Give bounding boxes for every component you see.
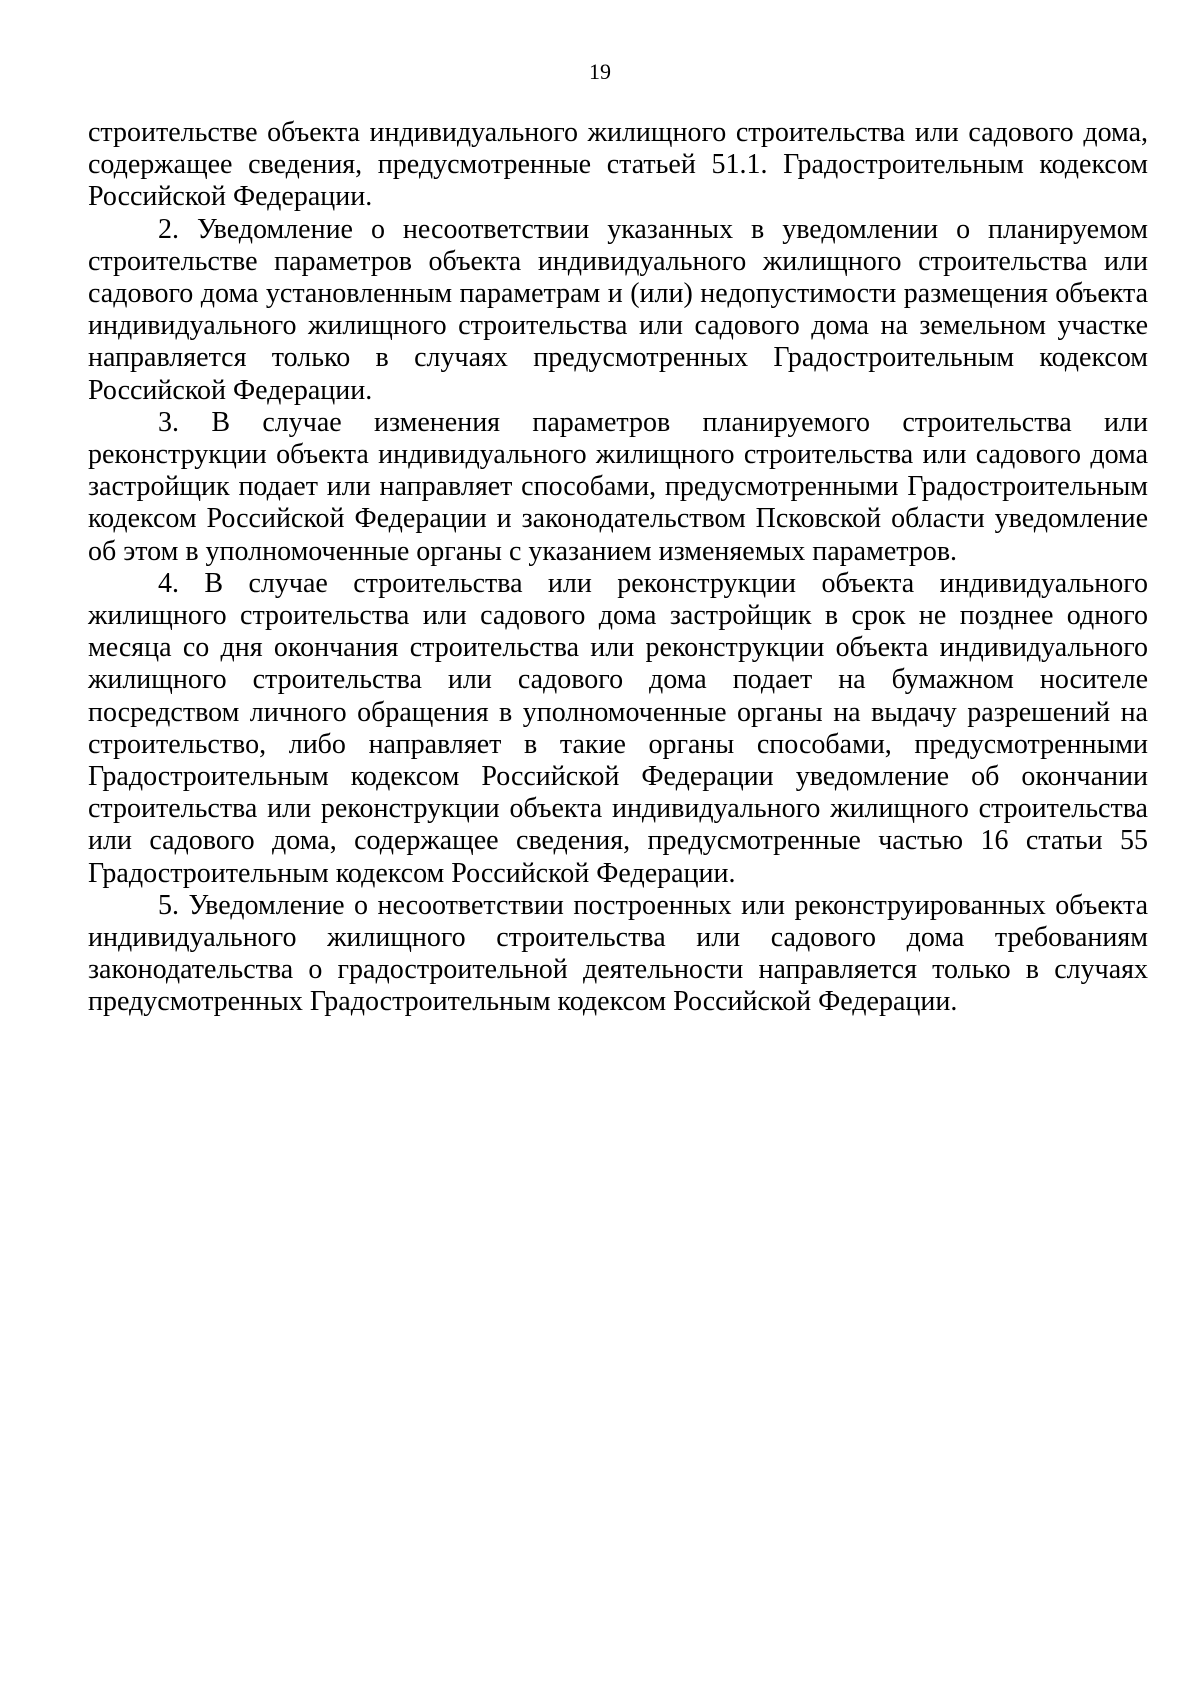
paragraph-4: 4. В случае строительства или реконструкции объекта индивидуального жилищного строительства или садового дома застройщик в срок не позднее одного месяца со дня окончания строительства или реконструкции объекта индивидуального жилищного строительства или садового дома подает на бумажном носителе посредством личного обращения в уполномоченные органы на выдачу разрешений на строительство, либо направляет в такие органы способами, предусмотренными Градостроительным кодексом Российской Федерации уведомление об окончании строительства или реконструкции объекта индивидуального жилищного строительства или садового дома, содержащее сведения, предусмотренные частью 16 статьи 55 Градостроительным кодексом Российской Федерации. bbox=[88, 567, 1148, 889]
document-body bbox=[88, 117, 1148, 1019]
paragraph-5: 5. Уведомление о несоответствии построенных или реконструированных объекта индивидуального жилищного строительства или садового дома требованиям законодательства о градостроительной деятельности направляется только в случаях предусмотренных Градостроительным кодексом Российской Федерации. bbox=[88, 889, 1148, 1018]
page-number: 19 bbox=[589, 59, 611, 84]
paragraph-3: 3. В случае изменения параметров планируемого строительства или реконструкции объекта индивидуального жилищного строительства или садового дома застройщик подает или направляет способами, предусмотренными Градостроительным кодексом Российской Федерации и законодательством Псковской области уведомление об этом в уполномоченные органы с указанием изменяемых параметров. bbox=[88, 406, 1148, 567]
paragraph-continuation: строительстве объекта индивидуального жилищного строительства или садового дома, содержащее сведения, предусмотренные статьей 51.1. Градостроительным кодексом Российской Федерации. bbox=[88, 117, 1148, 213]
paragraph-2: 2. Уведомление о несоответствии указанных в уведомлении о планируемом строительстве параметров объекта индивидуального жилищного строительства или садового дома установленным параметрам и (или) недопустимости размещения объекта индивидуального жилищного строительства или садового дома на земельном участке направляется только в случаях предусмотренных Градостроительным кодексом Российской Федерации. bbox=[88, 213, 1148, 406]
